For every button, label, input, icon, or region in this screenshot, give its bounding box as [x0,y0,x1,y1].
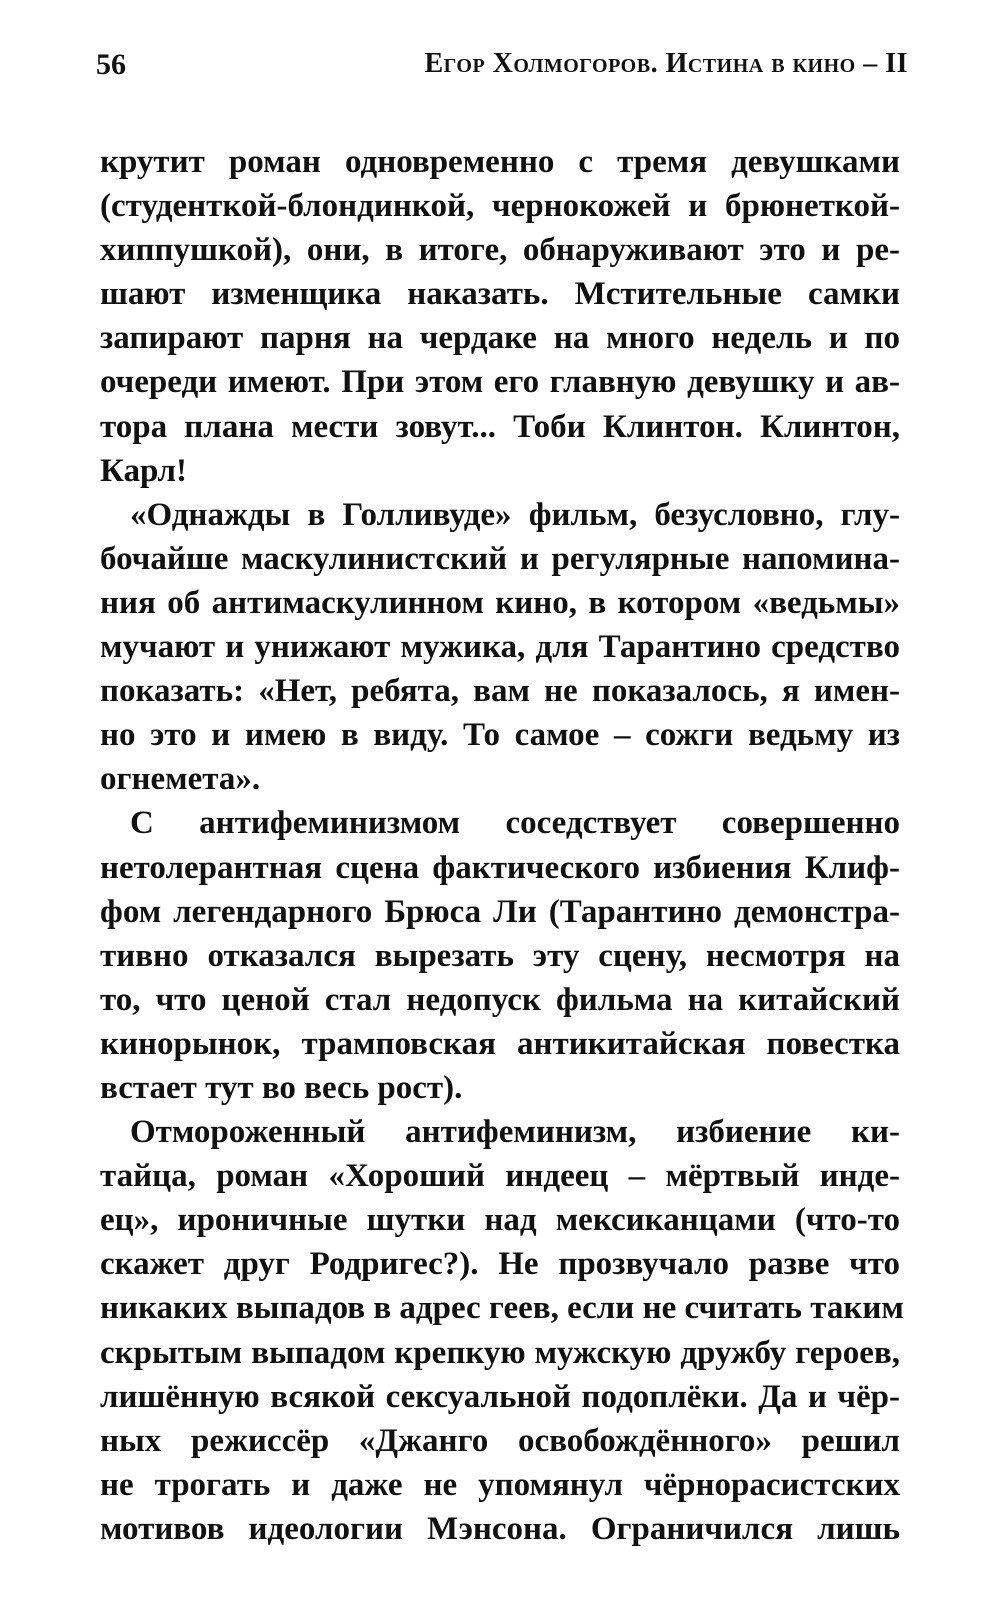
text-line: ния об антимаскулинном кино, в котором «ведьмы» [100,584,900,621]
text-line: мучают и унижают мужика, для Тарантино средство [100,629,900,666]
text-line: скрытым выпадом крепкую мужскую дружбу героев, [100,1334,900,1371]
body-text [100,140,904,1551]
text-line: не трогать и даже не упомянул чёрнорасистских [100,1466,900,1503]
text-line: тивно отказался вырезать эту сцену, несмотря на [100,937,900,974]
running-title: Егор Холмогоров. Истина в кино – II [424,48,908,79]
text-line: «Однажды в Голливуде» фильм, безусловно, глу- [130,496,900,533]
text-line: бочайше маскулинистский и регулярные напомина- [100,540,900,577]
page-number: 56 [96,48,126,81]
running-head [0,44,1000,84]
text-line: Отмороженный антифеминизм, избиение ки- [130,1114,900,1151]
text-line: Карл! [100,452,188,489]
text-line: тайца, роман «Хороший индеец – мёртвый инде- [100,1158,900,1195]
text-line: мотивов идеологии Мэнсона. Ограничился лишь [100,1510,900,1547]
text-line: крутит роман одновременно с тремя девушками [100,144,900,180]
text-line: ных режиссёр «Джанго освобождённого» решил [100,1422,900,1459]
text-line: (студенткой-блондинкой, чернокожей и брюнеткой- [100,188,900,225]
text-line: встает тут во весь рост). [100,1069,463,1106]
text-line: очереди имеют. При этом его главную девушку и ав- [100,364,900,401]
text-line: тора плана мести зовут... Тоби Клинтон. Клинтон, [100,408,900,445]
text-line: никаких выпадов в адрес геев, если не считать таким [100,1290,904,1327]
text-line: лишённую всякой сексуальной подоплёки. Да и чёр- [100,1378,900,1415]
text-line: фом легендарного Брюса Ли (Тарантино демонстра- [100,893,900,930]
text-line: но это и имею в виду. То самое – сожги ведьму из [100,717,900,754]
text-line: показать: «Нет, ребята, вам не показалось, я имен- [100,673,900,710]
text-line: то, что ценой стал недопуск фильма на китайский [100,981,900,1018]
text-line: скажет друг Родригес?). Не прозвучало разве что [100,1246,900,1283]
text-line: нетолерантная сцена фактического избиения Клиф- [100,849,900,886]
text-line: запирают парня на чердаке на много недель и по [100,320,900,357]
text-line: ец», ироничные шутки над мексиканцами (что-то [100,1202,900,1239]
text-line: хиппушкой), они, в итоге, обнаруживают это и ре- [100,232,900,269]
text-line: кинорынок, трамповская антикитайская повестка [100,1025,900,1062]
text-line: С антифеминизмом соседствует совершенно [130,805,900,842]
text-line: огнемета». [100,761,261,798]
text-line: шают изменщика наказать. Мстительные самки [100,276,900,313]
